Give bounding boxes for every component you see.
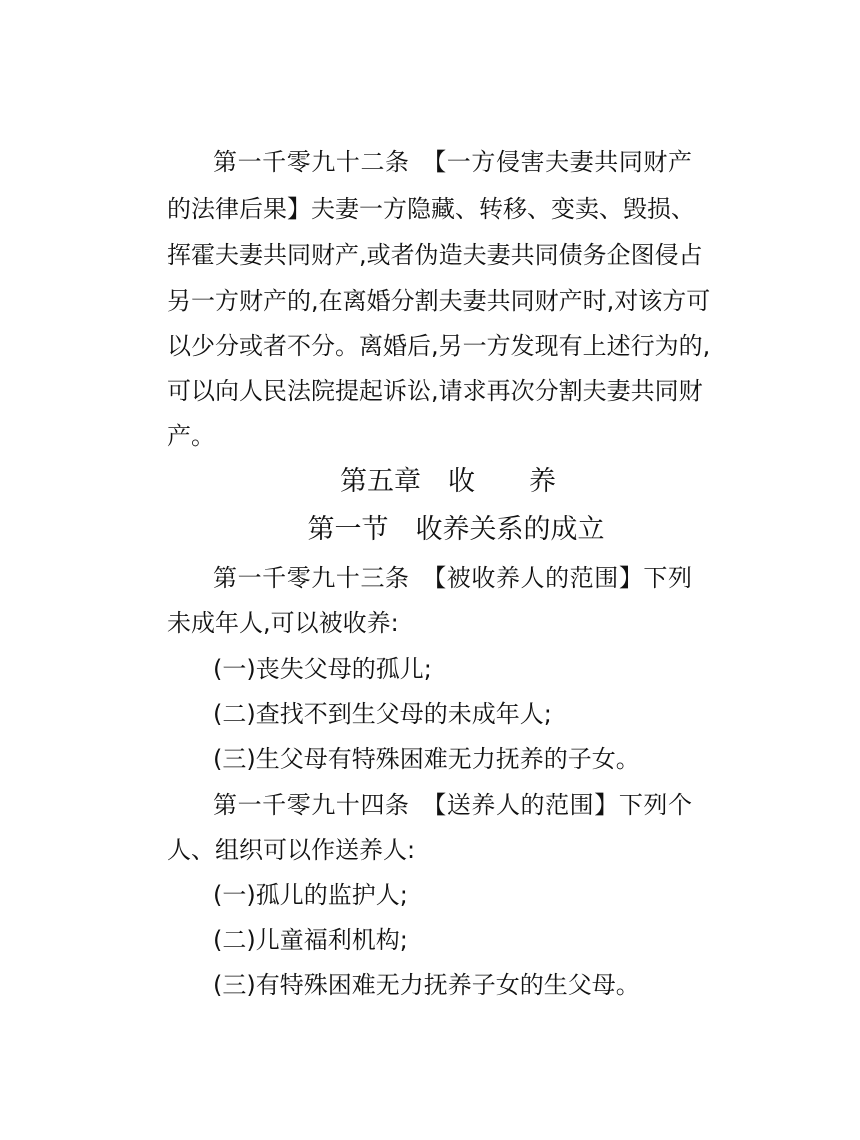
article-1093-item-2: (二)查找不到生父母的未成年人; xyxy=(213,700,552,728)
chapter-title: 第五章 收 养 xyxy=(340,466,556,497)
article-1093-item-1: (一)丧失父母的孤儿; xyxy=(213,655,432,683)
article-1092-line-1: 第一千零九十二条 【一方侵害夫妻共同财产 xyxy=(213,148,692,176)
article-1092-line-5: 以少分或者不分。离婚后,另一方发现有上述行为的, xyxy=(167,332,711,360)
article-1093-item-3: (三)生父母有特殊困难无力抚养的子女。 xyxy=(213,745,640,773)
article-1092-line-3: 挥霍夫妻共同财产,或者伪造夫妻共同债务企图侵占 xyxy=(167,241,703,269)
article-1094-item-2: (二)儿童福利机构; xyxy=(213,926,408,954)
section-title: 第一节 收养关系的成立 xyxy=(307,514,605,545)
article-1093-line-2: 未成年人,可以被收养: xyxy=(167,609,399,637)
article-1094-item-1: (一)孤儿的监护人; xyxy=(213,881,408,909)
article-1094-line-2: 人、组织可以作送养人: xyxy=(167,836,416,864)
article-1092-line-4: 另一方财产的,在离婚分割夫妻共同财产时,对该方可 xyxy=(167,287,711,315)
article-1093-line-1: 第一千零九十三条 【被收养人的范围】下列 xyxy=(213,564,692,592)
article-1094-line-1: 第一千零九十四条 【送养人的范围】下列个 xyxy=(213,791,692,819)
article-1092-line-7: 产。 xyxy=(167,422,215,450)
article-1092-line-6: 可以向人民法院提起诉讼,请求再次分割夫妻共同财 xyxy=(167,377,703,405)
article-1092-line-2: 的法律后果】夫妻一方隐藏、转移、变卖、毁损、 xyxy=(167,195,695,223)
article-1094-item-3: (三)有特殊困难无力抚养子女的生父母。 xyxy=(213,971,640,999)
